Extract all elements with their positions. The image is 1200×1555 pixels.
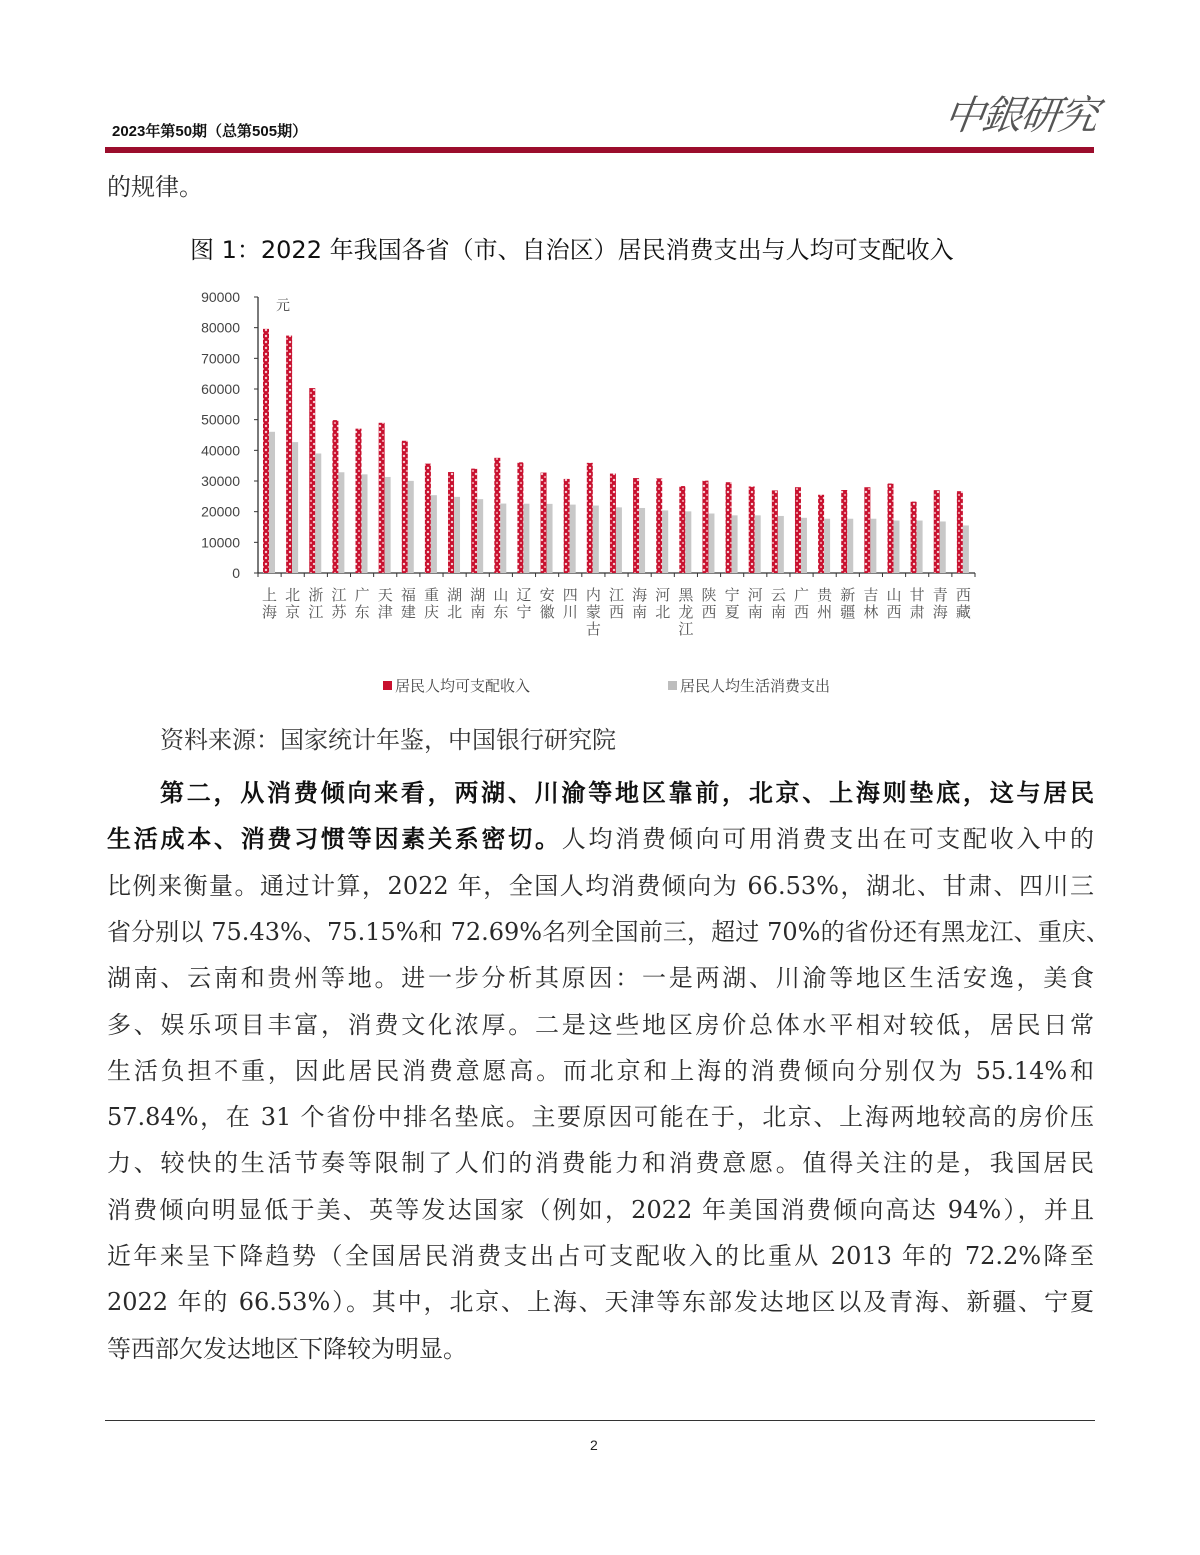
footer-rule [105,1420,1095,1421]
x-tick-label: 南 [747,603,763,621]
x-tick-label: 天 [377,586,393,604]
x-tick-label: 青 [932,586,948,604]
x-tick-label: 海 [632,586,648,604]
body-text: 消费倾向明显低于美、英等发达国家（例如，2022 年美国消费倾向高达 94%），并且 [107,1195,1094,1224]
page-number: 2 [590,1437,598,1453]
bar-consumption-福建 [408,481,414,573]
x-tick-label: 广 [794,586,810,604]
bar-consumption-西藏 [963,525,969,573]
legend-swatch-income [383,681,392,690]
x-tick-label: 肃 [909,603,925,621]
bar-consumption-山东 [500,504,506,573]
body-text: 57.84%，在 31 个省份中排名垫底。主要原因可能在于，北京、上海两地较高的房价压 [107,1103,1094,1132]
bar-income-青海 [934,490,940,573]
bar-chart [0,280,1200,700]
paragraph-line [107,1102,1094,1132]
paragraph-line [107,1010,1094,1040]
bar-income-山东 [494,458,500,573]
legend-label-consumption: 居民人均生活消费支出 [680,677,831,695]
bar-income-新疆 [841,490,847,573]
x-tick-label: 海 [262,603,278,621]
x-tick-label: 北 [447,603,463,621]
x-tick-label: 浙 [308,586,324,604]
x-tick-label: 四 [562,586,578,604]
bar-consumption-上海 [269,432,275,573]
bar-consumption-广东 [362,474,368,573]
y-tick-label: 20000 [201,503,240,520]
x-tick-label: 东 [354,603,370,621]
bar-income-江苏 [332,420,338,573]
bar-consumption-天津 [385,477,391,573]
paragraph-line [160,778,1094,808]
x-tick-label: 安 [539,586,555,604]
x-tick-label: 重 [423,586,439,604]
bar-income-陕西 [702,481,708,573]
paragraph-line [107,824,1094,854]
x-tick-label: 川 [562,603,578,621]
x-tick-label: 新 [840,586,856,604]
x-tick-label: 南 [632,603,648,621]
intro-tail-text: 的规律。 [107,173,203,201]
x-tick-label: 山 [493,586,509,604]
bar-consumption-青海 [940,521,946,573]
x-tick-label: 贵 [817,586,833,604]
bar-consumption-浙江 [315,453,321,573]
bar-income-北京 [286,336,292,573]
y-tick-label: 60000 [201,381,240,397]
bar-income-安徽 [541,473,547,573]
bar-consumption-湖南 [477,499,483,573]
x-tick-label: 宁 [516,603,532,621]
x-tick-label: 甘 [909,586,925,604]
x-tick-label: 藏 [955,603,971,621]
bar-income-西藏 [957,491,963,573]
bar-consumption-辽宁 [523,504,529,573]
paragraph-line [107,1334,1094,1364]
bar-consumption-广西 [801,518,807,573]
bar-consumption-江西 [616,507,622,573]
body-text: 等西部欠发达地区下降较为明显。 [107,1334,467,1363]
paragraph-line [107,1148,1094,1178]
x-tick-label: 江 [608,586,625,604]
x-tick-label: 广 [354,586,370,604]
x-tick-label: 古 [585,620,601,638]
paragraph-line [107,1241,1094,1271]
paragraph-line [107,871,1094,901]
x-tick-label: 北 [285,586,301,604]
paragraph-line [107,917,1110,947]
x-tick-label: 海 [932,603,948,621]
bar-income-黑龙江 [679,486,685,573]
bar-consumption-河北 [662,510,668,573]
bar-income-吉林 [864,487,870,573]
bar-income-天津 [379,423,385,573]
x-tick-label: 州 [817,603,833,621]
x-tick-label: 西 [794,603,810,621]
bar-consumption-黑龙江 [685,511,691,573]
x-tick-label: 福 [400,586,416,604]
x-tick-label: 京 [285,603,301,621]
body-text: 省分别以 75.43%、75.15%和 72.69%名列全国前三，超过 70%的省份还有黑龙江、重庆、 [107,917,1110,946]
body-text: 人均消费倾向可用消费支出在可支配收入中的 [561,825,1094,854]
x-tick-label: 辽 [516,586,532,604]
body-text: 生活负担不重，因此居民消费意愿高。而北京和上海的消费倾向分别仅为 55.14%和 [107,1056,1094,1085]
bar-income-湖南 [471,469,477,573]
paragraph-line [107,963,1094,993]
x-tick-label: 蒙 [585,603,601,621]
legend-label-income: 居民人均可支配收入 [395,677,531,695]
bar-consumption-重庆 [431,495,437,573]
x-tick-label: 湖 [447,586,463,604]
bar-income-广西 [795,487,801,573]
y-tick-label: 50000 [201,411,240,428]
x-tick-label: 南 [770,603,786,621]
paragraph-line [107,1195,1094,1225]
bar-income-湖北 [448,472,454,573]
y-unit-label: 元 [276,298,290,314]
x-tick-label: 西 [955,586,971,604]
body-text: 比例来衡量。通过计算，2022 年，全国人均消费倾向为 66.53%，湖北、甘肃、四川三 [107,871,1094,900]
x-tick-label: 北 [655,603,671,621]
x-tick-label: 西 [608,603,625,621]
bar-consumption-江苏 [338,472,344,573]
figure-source: 资料来源：国家统计年鉴，中国银行研究院 [160,726,616,754]
bar-income-贵州 [818,495,824,573]
y-tick-label: 80000 [201,319,240,336]
x-tick-label: 龙 [678,603,694,621]
figure-title: 图 1：2022 年我国各省（市、自治区）居民消费支出与人均可支配收入 [190,236,954,264]
bar-income-宁夏 [726,482,732,573]
x-tick-label: 江 [678,620,694,638]
bar-income-浙江 [309,388,315,573]
legend-item-consumption [668,675,830,696]
bar-consumption-吉林 [870,519,876,573]
bar-consumption-陕西 [708,514,714,573]
bar-consumption-湖北 [454,497,460,573]
body-text: 多、娱乐项目丰富，消费文化浓厚。二是这些地区房价总体水平相对较低，居民日常 [107,1010,1094,1039]
bold-text: 第二，从消费倾向来看，两湖、川渝等地区靠前，北京、上海则垫底，这与居民 [160,779,1094,807]
bar-income-内蒙古 [587,463,593,573]
boc-research-logo: 中銀研究 [941,93,1100,139]
bar-income-江西 [610,474,616,573]
bar-consumption-山西 [893,521,899,573]
x-tick-label: 上 [262,586,278,604]
x-tick-label: 庆 [423,603,439,621]
legend-swatch-consumption [668,681,677,690]
y-tick-label: 30000 [201,473,240,489]
x-tick-label: 山 [886,586,902,604]
y-tick-label: 70000 [201,350,240,367]
bar-income-广东 [356,429,362,573]
bar-consumption-河南 [755,515,761,573]
x-tick-label: 西 [886,603,902,621]
x-tick-label: 吉 [863,586,879,604]
x-tick-label: 云 [770,586,786,604]
x-tick-label: 建 [400,603,416,621]
x-tick-label: 陕 [701,586,717,604]
x-tick-label: 西 [701,603,717,621]
bar-consumption-宁夏 [732,515,738,573]
y-tick-label: 90000 [201,289,240,305]
bar-consumption-甘肃 [917,521,923,573]
x-tick-label: 夏 [724,603,740,621]
bar-income-海南 [633,478,639,573]
body-text: 2022 年的 66.53%）。其中，北京、上海、天津等东部发达地区以及青海、新疆、宁夏 [107,1288,1094,1317]
x-tick-label: 东 [493,603,509,621]
legend-item-income [383,675,530,696]
x-tick-label: 河 [747,586,763,604]
x-tick-label: 林 [863,603,879,621]
x-tick-label: 宁 [724,586,740,604]
y-tick-label: 40000 [201,442,240,459]
bar-income-云南 [772,490,778,573]
bar-income-甘肃 [911,502,917,573]
x-tick-label: 内 [585,586,601,604]
bar-consumption-云南 [778,516,784,573]
y-tick-label: 0 [232,565,240,581]
y-tick-label: 10000 [201,534,240,551]
body-text: 力、较快的生活节奏等限制了人们的消费能力和消费意愿。值得关注的是，我国居民 [107,1149,1094,1178]
bar-consumption-内蒙古 [593,506,599,573]
x-tick-label: 徽 [539,603,555,621]
x-tick-label: 黑 [678,586,694,604]
issue-label: 2023年第50期（总第505期） [112,123,308,140]
bold-text: 生活成本、消费习惯等因素关系密切。 [107,825,562,854]
bar-income-辽宁 [517,462,523,573]
bar-income-福建 [402,441,408,573]
bar-income-河南 [749,486,755,573]
paragraph-line [107,1056,1094,1086]
x-tick-label: 苏 [331,603,347,621]
x-tick-label: 南 [470,603,486,621]
x-tick-label: 河 [655,586,671,604]
bar-income-河北 [656,478,662,573]
bar-consumption-新疆 [847,519,853,573]
x-tick-label: 疆 [840,603,856,621]
bar-consumption-北京 [292,442,298,573]
bar-income-山西 [887,484,893,573]
x-tick-label: 津 [377,603,393,621]
x-tick-label: 湖 [470,586,486,604]
paragraph-line [107,1287,1094,1317]
body-text: 近年来呈下降趋势（全国居民消费支出占可支配收入的比重从 2013 年的 72.2%降至 [107,1242,1094,1270]
body-text: 湖南、云南和贵州等地。进一步分析其原因：一是两湖、川渝等地区生活安逸，美食 [107,964,1094,993]
header-rule [105,147,1094,153]
bar-consumption-海南 [639,508,645,573]
x-tick-label: 江 [331,586,347,604]
x-tick-label: 江 [308,603,324,621]
bar-consumption-安徽 [547,504,553,573]
bar-income-上海 [263,329,269,573]
bar-income-四川 [564,479,570,573]
bar-consumption-贵州 [824,519,830,573]
bar-income-重庆 [425,464,431,573]
bar-consumption-四川 [570,505,576,573]
